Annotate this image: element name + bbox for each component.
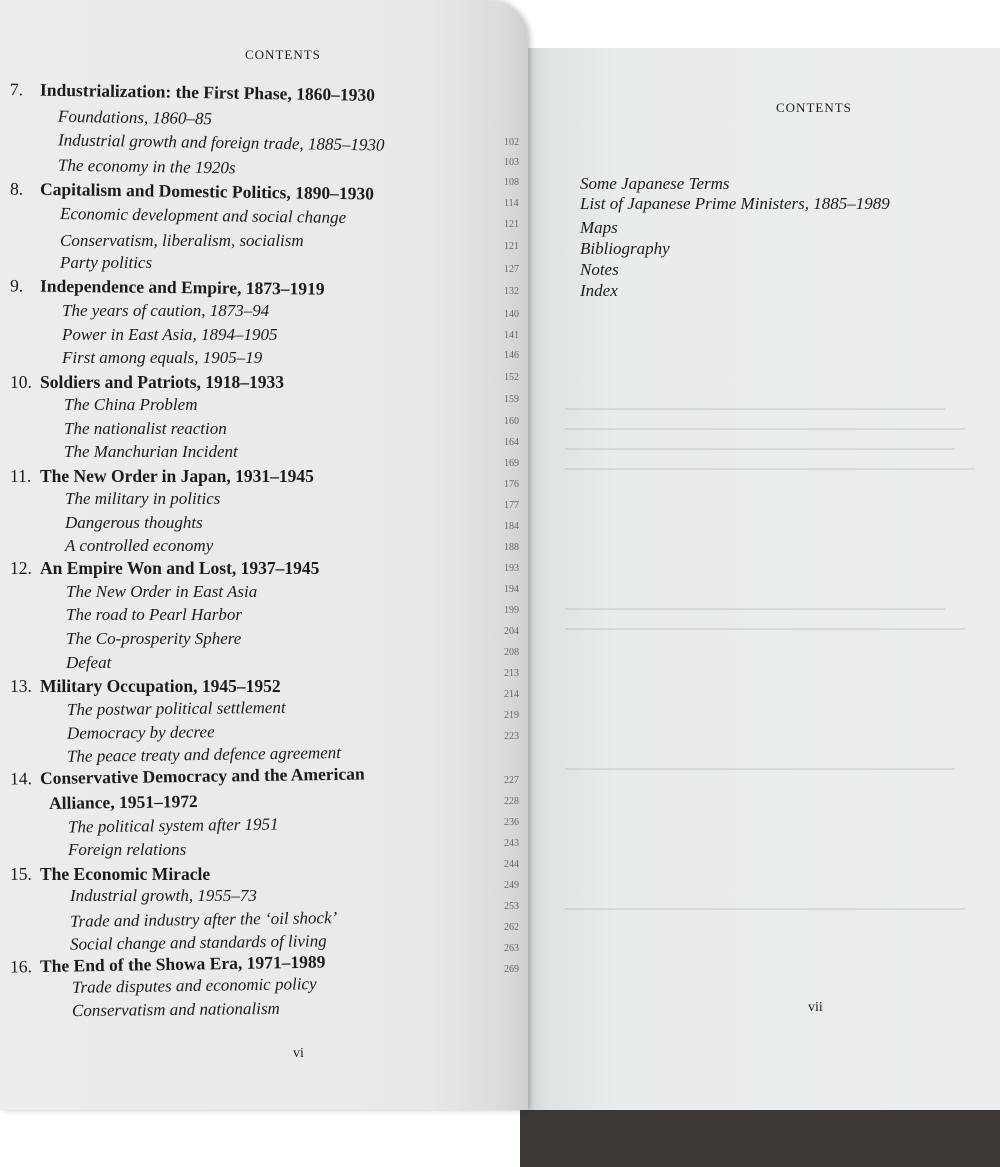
page-number: 102 bbox=[504, 137, 519, 148]
page-number: 108 bbox=[504, 177, 519, 188]
section-title: The peace treaty and defence agreement bbox=[66, 743, 342, 766]
page-number: 214 bbox=[504, 689, 519, 700]
show-through-line bbox=[565, 608, 945, 610]
section-title: The New Order in East Asia bbox=[66, 582, 258, 601]
page-number: 176 bbox=[504, 479, 519, 490]
page-number: 132 bbox=[504, 286, 519, 297]
page-number-right: vii bbox=[808, 1000, 823, 1015]
section-title: Defeat bbox=[66, 653, 112, 672]
section-title: Power in East Asia, 1894–1905 bbox=[62, 325, 278, 344]
section-title: Conservatism, liberalism, socialism bbox=[60, 231, 304, 250]
page-number: 114 bbox=[504, 198, 519, 209]
page-number: 244 bbox=[504, 859, 519, 870]
chapter-title: 16. The End of the Showa Era, 1971–1989 bbox=[9, 951, 326, 977]
page-number: 213 bbox=[504, 668, 519, 679]
page-number: 193 bbox=[504, 563, 519, 574]
section-title: The China Problem bbox=[64, 395, 198, 414]
section-title: Economic development and social change bbox=[59, 204, 347, 227]
section-title: Conservatism and nationalism bbox=[71, 998, 280, 1021]
contents-entry: Notes bbox=[580, 260, 619, 279]
show-through-line bbox=[565, 448, 955, 450]
section-title: The political system after 1951 bbox=[67, 814, 279, 837]
page-number: 184 bbox=[504, 521, 519, 532]
page-number: 249 bbox=[504, 880, 519, 891]
section-title: Foundations, 1860–85 bbox=[57, 106, 213, 129]
contents-entry: Index bbox=[580, 281, 618, 300]
page-number: 160 bbox=[504, 416, 519, 427]
page-number: 177 bbox=[504, 500, 519, 511]
chapter-title: 10. Soldiers and Patriots, 1918–1933 bbox=[10, 372, 285, 392]
page-number: 146 bbox=[504, 350, 519, 361]
section-title: The Manchurian Incident bbox=[64, 442, 238, 461]
section-title: Party politics bbox=[60, 253, 153, 272]
page-number: 208 bbox=[504, 647, 519, 658]
contents-entry: Maps bbox=[580, 218, 618, 237]
page-number: 169 bbox=[504, 458, 519, 469]
section-title: The years of caution, 1873–94 bbox=[62, 301, 270, 320]
page-number: 262 bbox=[504, 922, 519, 933]
page-number: 223 bbox=[504, 731, 519, 742]
page-number: 127 bbox=[504, 264, 519, 275]
section-title: A controlled economy bbox=[65, 536, 214, 555]
page-number: 253 bbox=[504, 901, 519, 912]
page-number: 152 bbox=[504, 372, 519, 383]
page-number: 236 bbox=[504, 817, 519, 828]
page-number: 194 bbox=[504, 584, 519, 595]
show-through-line bbox=[565, 408, 945, 410]
page-number: 228 bbox=[504, 796, 519, 807]
page-number: 159 bbox=[504, 394, 519, 405]
section-title: The road to Pearl Harbor bbox=[66, 605, 242, 624]
page-number: 140 bbox=[504, 309, 519, 320]
page-number-left: vi bbox=[293, 1046, 304, 1061]
page-number: 227 bbox=[504, 775, 519, 786]
chapter-title: 14. Conservative Democracy and the American bbox=[9, 763, 365, 789]
page-header-right: CONTENTS bbox=[776, 100, 852, 115]
page-number: 243 bbox=[504, 838, 519, 849]
show-through-line bbox=[565, 428, 965, 430]
page-number: 103 bbox=[504, 157, 519, 168]
chapter-title: 8. Capitalism and Domestic Politics, 1890–1930 bbox=[9, 178, 375, 204]
show-through-line bbox=[565, 468, 975, 470]
page-number: 164 bbox=[504, 437, 519, 448]
show-through-line bbox=[565, 768, 955, 770]
section-title: Democracy by decree bbox=[66, 722, 215, 743]
section-title: Trade and industry after the ‘oil shock’ bbox=[69, 908, 338, 931]
section-title: The postwar political settlement bbox=[66, 697, 286, 720]
section-title: First among equals, 1905–19 bbox=[62, 348, 263, 367]
chapter-title: 7. Industrialization: the First Phase, 1860–1930 bbox=[9, 79, 376, 105]
section-title: Foreign relations bbox=[68, 840, 187, 859]
section-title: The Co-prosperity Sphere bbox=[66, 629, 242, 648]
section-title: Trade disputes and economic policy bbox=[71, 974, 317, 997]
contents-entry: Some Japanese Terms bbox=[580, 174, 730, 193]
chapter-title: 15. The Economic Miracle bbox=[10, 864, 211, 884]
chapter-title: 11. The New Order in Japan, 1931–1945 bbox=[10, 466, 314, 486]
section-title: The economy in the 1920s bbox=[57, 155, 236, 178]
page-number: 219 bbox=[504, 710, 519, 721]
page-number: 204 bbox=[504, 626, 519, 637]
chapter-title: 12. An Empire Won and Lost, 1937–1945 bbox=[10, 558, 320, 578]
section-title: The military in politics bbox=[65, 489, 221, 508]
section-title: Dangerous thoughts bbox=[65, 513, 203, 532]
section-title: The nationalist reaction bbox=[64, 419, 227, 438]
show-through-line bbox=[565, 908, 965, 910]
chapter-title: 13. Military Occupation, 1945–1952 bbox=[10, 676, 281, 696]
page-number: 269 bbox=[504, 964, 519, 975]
page-number: 121 bbox=[504, 219, 519, 230]
page-number: 199 bbox=[504, 605, 519, 616]
chapter-title: 9. Independence and Empire, 1873–1919 bbox=[9, 275, 325, 299]
page-number: 188 bbox=[504, 542, 519, 553]
page-number: 141 bbox=[504, 330, 519, 341]
section-title: Industrial growth and foreign trade, 1885–1930 bbox=[57, 130, 385, 155]
contents-entry: Bibliography bbox=[580, 239, 670, 258]
section-title: Social change and standards of living bbox=[69, 931, 327, 954]
show-through-line bbox=[565, 628, 965, 630]
contents-entry: List of Japanese Prime Ministers, 1885–1989 bbox=[580, 194, 890, 213]
page-number: 121 bbox=[504, 241, 519, 252]
page-number: 263 bbox=[504, 943, 519, 954]
page-header-left: CONTENTS bbox=[245, 47, 321, 62]
chapter-title-continued: Alliance, 1951–1972 bbox=[48, 790, 198, 814]
section-title: Industrial growth, 1955–73 bbox=[70, 886, 257, 905]
